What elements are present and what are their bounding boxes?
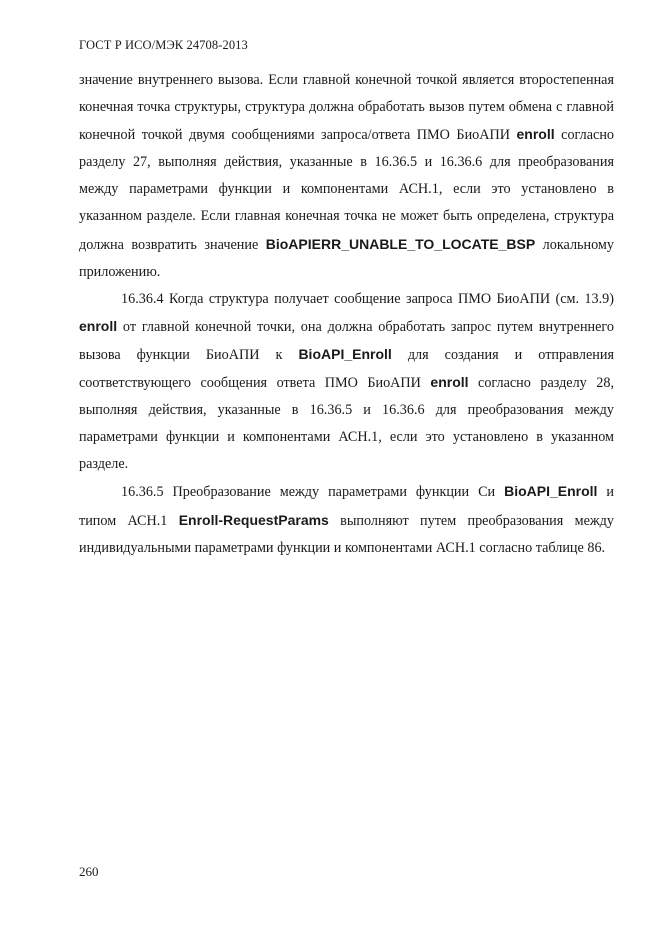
paragraph-16-36-4 — [79, 286, 614, 479]
document-header: ГОСТ Р ИСО/МЭК 24708-2013 — [79, 38, 248, 52]
document-body — [79, 67, 614, 562]
code-term-enroll: enroll — [516, 126, 555, 143]
code-term-enroll: enroll — [430, 374, 469, 391]
text-run: 16.36.5 Преобразование между параметрами функции Си — [121, 484, 505, 501]
text-run: для создания и отправления соответствующего сообщения ответа ПМО БиоАПИ — [79, 346, 614, 392]
code-term-enroll-request-params: Enroll-RequestParams — [178, 511, 329, 528]
text-run: согласно разделу 27, выполняя действия, указанные в 16.36.5 и 16.36.6 для преобразования между параметрами функции и компонентами АСН.1, если это установлено в указанном разделе. Если главная конечная точка не может быть определена, структура должна возвратить значение — [79, 127, 615, 253]
paragraph-continuation — [79, 67, 614, 286]
text-run: выполняют путем преобразования между индивидуальными параметрами функции и компонентами АСН.1 согласно таблице 86. — [79, 512, 614, 556]
code-term-bioapi-enroll: BioAPI_Enroll — [298, 345, 392, 362]
page-number: 260 — [79, 864, 99, 879]
code-term-bioapi-enroll: BioAPI_Enroll — [504, 483, 598, 500]
paragraph-16-36-5 — [79, 478, 614, 561]
text-run: от главной конечной точки, она должна обработать запрос путем внутреннего вызова функции БиоАПИ к — [79, 318, 614, 363]
text-run: 16.36.4 Когда структура получает сообщение запроса ПМО БиоАПИ (см. 13.9) — [121, 290, 614, 307]
text-run: локальному приложению. — [79, 236, 614, 280]
text-run: согласно разделу 28, выполняя действия, указанные в 16.36.5 и 16.36.6 для преобразования между параметрами функции и компонентами АСН.1, если это установлено в указанном разделе. — [79, 375, 614, 473]
text-run: значение внутреннего вызова. Если главной конечной точкой является второстепенная конечная точка структуры, структура должна обработать вызов путем обмена с главной конечной точкой двумя сообщениями запроса/ответа ПМО БиоАПИ — [79, 72, 614, 144]
code-term-enroll: enroll — [79, 317, 118, 334]
code-term-error-constant: BioAPIERR_UNABLE_TO_LOCATE_BSP — [265, 235, 536, 252]
text-run: и типом АСН.1 — [79, 484, 615, 529]
